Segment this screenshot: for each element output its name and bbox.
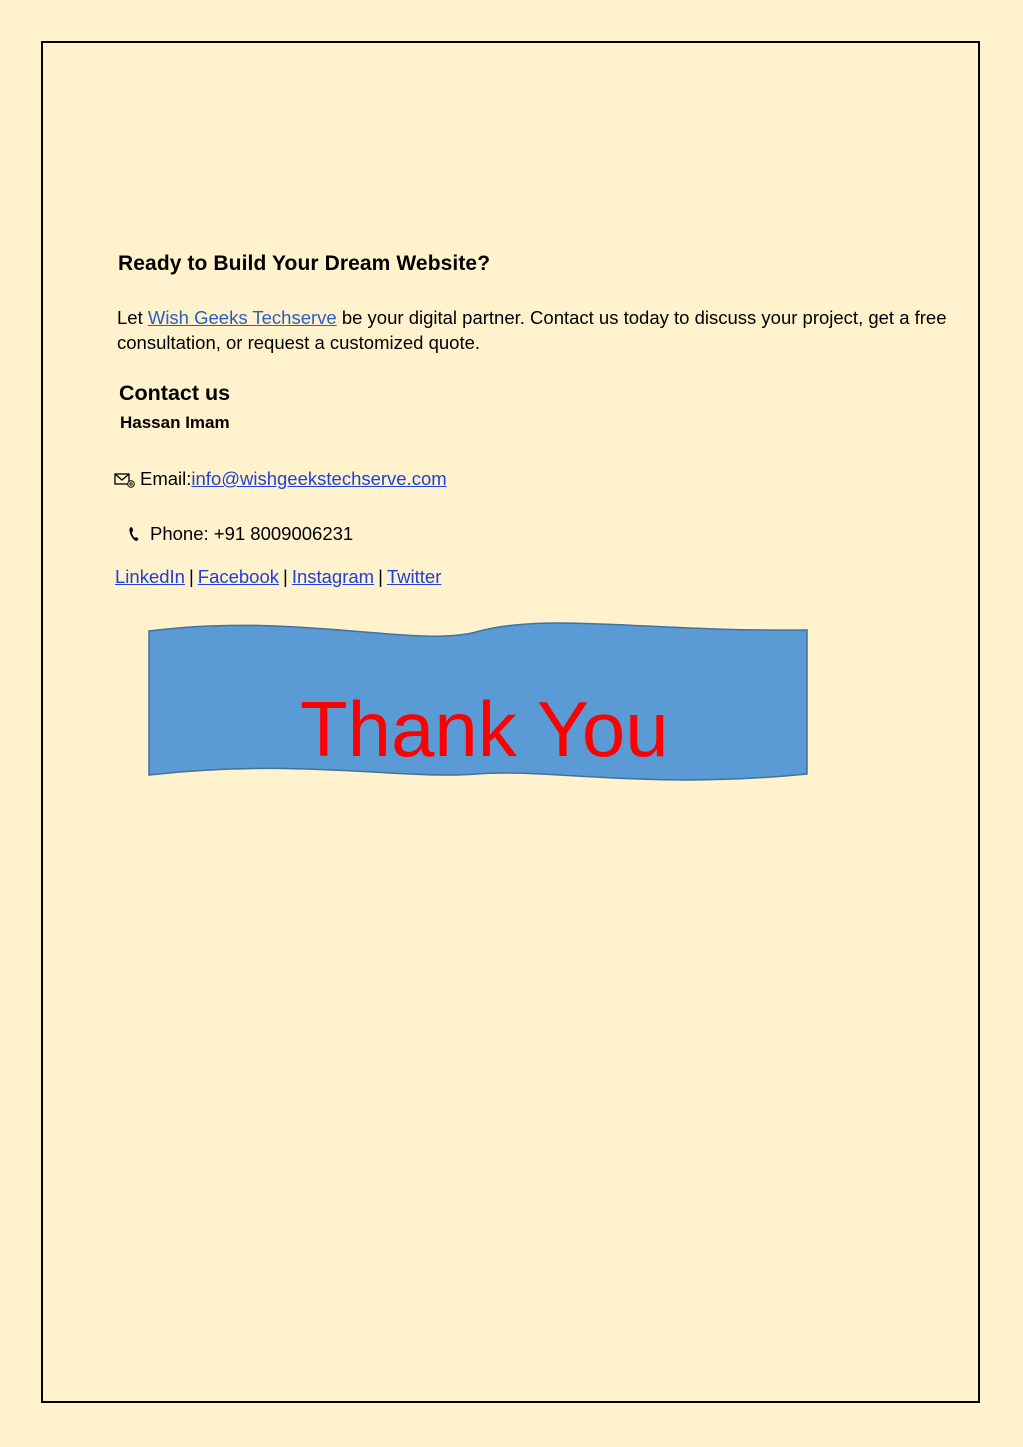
intro-prefix: Let	[117, 307, 148, 328]
twitter-link[interactable]: Twitter	[386, 566, 442, 587]
intro-suffix: be your digital partner. Contact us today to discuss your project, get a free consultation, or request a customized quote.	[117, 307, 947, 353]
email-icon	[114, 471, 136, 487]
contact-heading: Contact us	[119, 381, 231, 405]
email-row	[114, 468, 447, 490]
separator: |	[283, 566, 288, 587]
phone-text: Phone: +91 8009006231	[150, 523, 354, 544]
instagram-link[interactable]: Instagram	[291, 566, 375, 587]
brand-link[interactable]: Wish Geeks Techserve	[147, 307, 337, 328]
email-label: Email:	[140, 468, 192, 489]
separator: |	[188, 566, 194, 587]
facebook-link[interactable]: Facebook	[197, 566, 280, 587]
banner-text: Thank You	[300, 685, 669, 773]
thank-you-banner	[146, 618, 810, 790]
cta-heading: Ready to Build Your Dream Website?	[118, 252, 491, 275]
contact-name: Hassan Imam	[120, 413, 230, 432]
cta-intro	[117, 305, 947, 355]
phone-row	[126, 523, 353, 545]
linkedin-link[interactable]: LinkedIn	[115, 566, 185, 587]
email-link[interactable]: info@wishgeekstechserve.com	[191, 468, 447, 489]
social-links	[115, 566, 441, 588]
separator: |	[378, 566, 383, 587]
phone-icon	[126, 525, 144, 543]
